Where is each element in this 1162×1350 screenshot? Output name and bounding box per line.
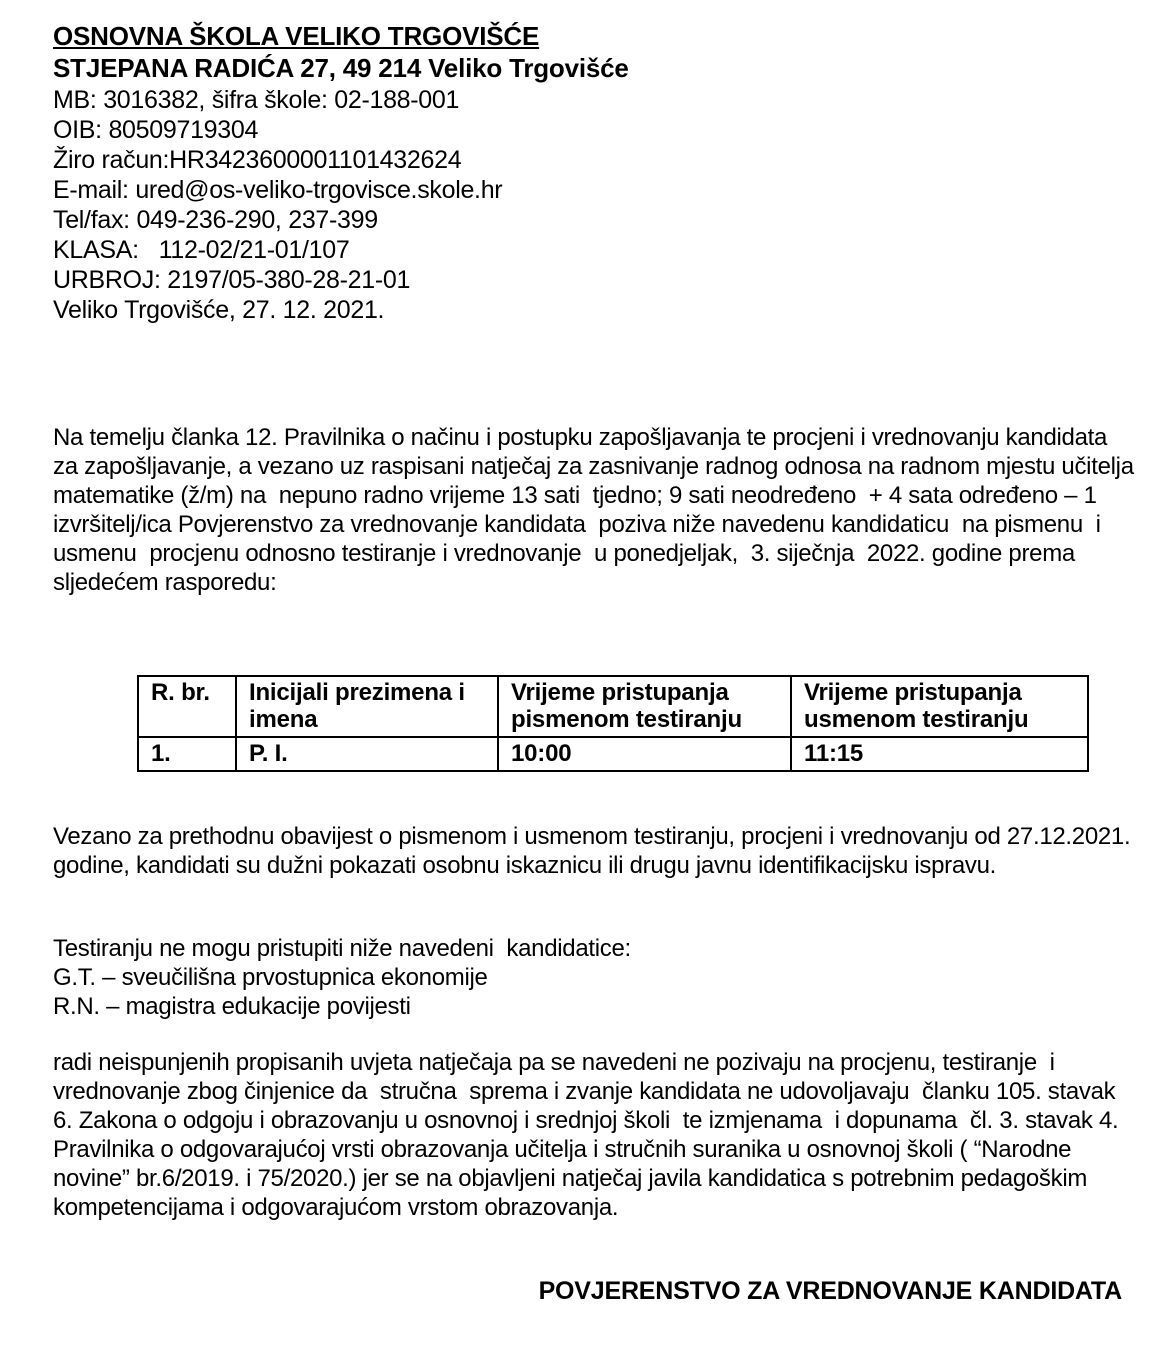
excluded-candidate-item: R.N. – magistra edukacije povijesti [53,993,411,1020]
school-bank-account-line: Žiro račun:HR3423600001101432624 [53,146,462,174]
reason-paragraph: radi neispunjenih propisanih uvjeta natječaja pa se navedeni ne pozivaju na procjenu, testiranje i vrednovanje zbog činjenice da stručna sprema i zvanje kandidata ne udovoljavaju članku 105. stavak 6. Zakona o odgoju i obrazovanju u osnovnoj i srednjoj školi te izmjenama i dopunama čl. 3. stavak 4. Pravilnika o odgovarajućoj vrsti obrazovanja učitelja i stručnih suranika u osnovnoj školi ( “Narodne novine” br.6/2019. i 75/2020.) jer se na objavljeni natječaj javila kandidatica s potrebnim pedagoškim kompetencijama i odgovarajućom vrstom obrazovanja. [53,1049,1125,1221]
col-header-ordinal: R. br. [138,676,236,737]
excluded-candidates-section [53,934,1136,1021]
table-row [138,737,1088,771]
committee-signature: POVJERENSTVO ZA VREDNOVANJE KANDIDATA [538,1277,1122,1305]
school-oib-line: OIB: 80509719304 [53,116,259,144]
col-header-oral-test-time: Vrijeme pristupanja usmenom testiranju [791,676,1088,737]
urbroj-line: URBROJ: 2197/05-380-28-21-01 [53,266,411,294]
school-address: STJEPANA RADIĆA 27, 49 214 Veliko Trgovišće [53,53,629,83]
intro-paragraph: Na temelju članka 12. Pravilnika o načinu i postupku zapošljavanja te procjeni i vrednovanju kandidata za zapošljavanje, a vezano uz raspisani natječaj za zasnivanje radnog odnosa na radnom mjestu učitelja matematike (ž/m) na nepuno radno vrijeme 13 sati tjedno; 9 sati neodređeno + 4 sata određeno – 1 izvršitelj/ica Povjerenstvo za vrednovanje kandidata poziva niže navedenu kandidaticu na pismenu i usmenu procjenu odnosno testiranje i vrednovanje u ponedjeljak, 3. siječnja 2022. godine prema sljedećem rasporedu: [53,424,1141,596]
col-header-written-test-time: Vrijeme pristupanja pismenom testiranju [498,676,791,737]
klasa-line: KLASA: 112-02/21-01/107 [53,236,350,264]
schedule-table [137,675,1089,772]
cell-written-test-time: 10:00 [498,737,791,771]
id-note-paragraph: Vezano za prethodnu obavijest o pismenom i usmenom testiranju, procjeni i vrednovanju od 27.12.2021. godine, kandidati su dužni pokazati osobnu iskaznicu ili drugu javnu identifikacijsku ispravu. [53,823,1137,879]
school-telfax-line: Tel/fax: 049-236-290, 237-399 [53,206,378,234]
cell-ordinal: 1. [138,737,236,771]
cell-oral-test-time: 11:15 [791,737,1088,771]
excluded-candidate-item: G.T. – sveučilišna prvostupnica ekonomije [53,964,488,991]
cell-initials: P. I. [236,737,498,771]
place-date-line: Veliko Trgovišće, 27. 12. 2021. [53,296,385,324]
school-email-line: E-mail: ured@os-veliko-trgovisce.skole.hr [53,176,503,204]
school-header [53,20,1136,325]
excluded-intro-line: Testiranju ne mogu pristupiti niže navedeni kandidatice: [53,935,631,962]
col-header-initials: Inicijali prezimena i imena [236,676,498,737]
school-mb-line: MB: 3016382, šifra škole: 02-188-001 [53,86,460,114]
table-header-row [138,676,1088,737]
school-name: OSNOVNA ŠKOLA VELIKO TRGOVIŠĆE [53,21,540,51]
